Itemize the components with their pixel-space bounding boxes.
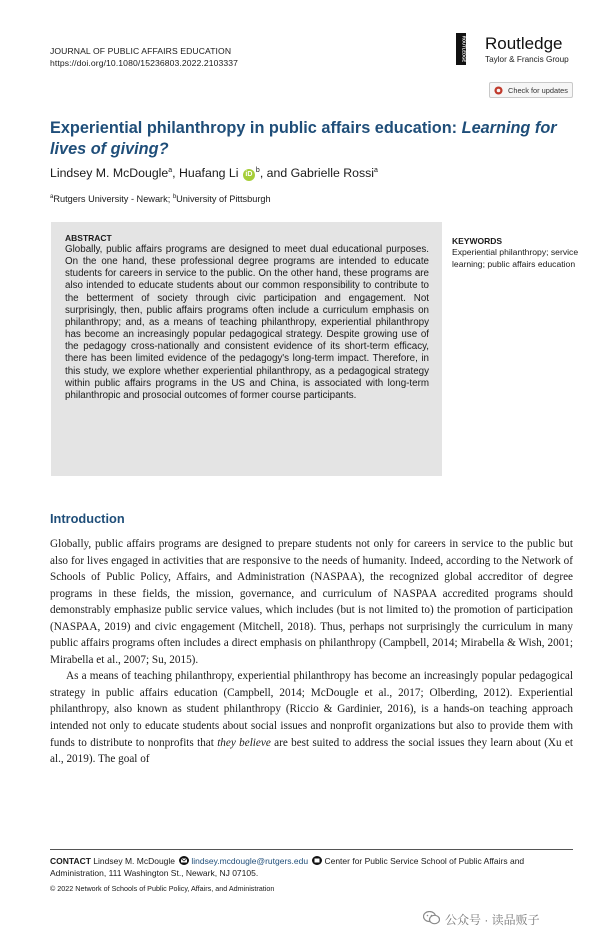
watermark <box>423 909 593 929</box>
paragraph: Globally, public affairs programs are designed to prepare students not only for careers in service to the public but also for lives engaged in activities that are responsive to the needs of humanity. Indeed, according to the Network of Schools of Public Policy, Affairs, and Administration (NASPAA), the recognized global accreditor of degree programs in these fields, the mission, governance, and curriculum of NASPAA accredited programs should demonstrably emphasize public service values, which includes (but is not limited to) the promotion of participation (NASPAA, 2019) and civic engagement (Mitchell, 2018). Thus, perhaps not surprisingly the curriculum in many public affairs programs often includes a direct emphasis on philanthropy (Campbell, 2014; Mirabella & Wish, 2001; Mirabella et al., 2007; Su, 2015). <box>50 538 573 666</box>
logo-vertical-text: ROUTLEDGE <box>461 35 467 63</box>
author-name[interactable]: Lindsey M. McDougle <box>50 166 169 180</box>
title-italic: Learning for lives of giving? <box>50 119 557 158</box>
publisher-group: Taylor & Francis Group <box>485 55 569 64</box>
author-name[interactable]: Gabrielle Rossi <box>290 166 374 180</box>
update-check-icon <box>494 86 503 95</box>
contact-address: Center for Public Service School of Public Affairs and Administration, 111 Washington St., Newark, NJ 07105. <box>50 856 525 879</box>
doi-link[interactable]: https://doi.org/10.1080/15236803.2022.2103337 <box>50 57 238 68</box>
abstract-heading: ABSTRACT <box>65 233 112 243</box>
contact-name: Lindsey M. McDougle <box>93 856 176 866</box>
abstract-text: Globally, public affairs programs are designed to meet dual educational purposes. On the one hand, these professional degree programs are intended to educate students for careers in service to the public. On the other hand, these programs are also intended to educate students about our common responsibility to contribute to the betterment of society through civic participation and engagement. Not surprisingly, then, public affairs programs often include a curriculum emphasis on philanthropy; and, as a means of teaching philanthropy, experiential philanthropy has become an increasingly popular pedagogical strategy. Despite growing use of the pedagogy cross-nationally and consistent evidence of its short-term efficacy, there has been limited evidence of the pedagogy's long-term impact. Therefore, in this study, we explore whether experiential philanthropy, as a pedagogical strategy within public affairs programs in the US and China, is associated with long-term philanthropic and prosocial outcomes of former course participants. <box>65 244 429 401</box>
author-list: Lindsey M. McDougle$^a$, Huafang Li $iD^b$, and Gabrielle Rossi$^a$ <box>50 166 378 180</box>
watermark-text: 公众号 · 读品贩子 <box>445 913 540 927</box>
abstract-box <box>51 222 442 476</box>
body-text <box>50 536 573 768</box>
footer-divider <box>50 849 573 850</box>
article-title <box>50 118 580 159</box>
check-for-updates-label: Check for updates <box>508 86 568 95</box>
routledge-logo-icon <box>456 33 478 65</box>
email-icon <box>179 856 189 865</box>
author-affil-mark: a <box>373 166 378 174</box>
author-name[interactable]: Huafang Li <box>179 166 239 180</box>
journal-name: JOURNAL OF PUBLIC AFFAIRS EDUCATION <box>50 46 232 56</box>
section-heading: Introduction <box>50 511 125 526</box>
affiliation: University of Pittsburgh <box>176 194 271 205</box>
keywords-section <box>452 236 587 270</box>
publisher-logo <box>454 31 584 69</box>
author-affil-mark: b <box>255 166 260 174</box>
keywords-heading: KEYWORDS <box>452 236 503 246</box>
publisher-name: Routledge <box>485 34 563 53</box>
author-affil-mark: a <box>168 166 173 174</box>
wechat-icon <box>423 911 440 925</box>
paragraph: As a means of teaching philanthropy, experiential philanthropy has become an increasingly popular pedagogical strategy in public affairs education (Campbell, 2014; McDougle et al., 2017; Olberding, 2012). Experiential philanthropy, also known as student philanthropy (Riccio & Gardinier, 2016), is a hands-on teaching approach intended not only to educate students about social issues and nonprofit organizations but also to provide them with funds to distribute to nonprofits that they believe are best suited to address the social issues they learn about (Xu et al., 2019). The goal of <box>50 670 573 766</box>
address-icon <box>312 856 322 865</box>
affiliation: Rutgers University - Newark; <box>53 194 173 205</box>
contact-info <box>50 855 580 880</box>
contact-label: CONTACT <box>50 856 91 866</box>
contact-email-link[interactable]: lindsey.mcdougle@rutgers.edu <box>191 856 309 866</box>
check-for-updates-button[interactable] <box>489 82 573 98</box>
orcid-icon[interactable]: iD <box>243 169 255 181</box>
copyright-notice: © 2022 Network of Schools of Public Policy, Affairs, and Administration <box>50 884 275 893</box>
title-main: Experiential philanthropy in public affairs education: <box>50 119 462 137</box>
affiliations: $^a$Rutgers University - Newark; $^b$University of Pittsburgh <box>50 194 271 205</box>
journal-header <box>50 46 238 69</box>
keywords-text: Experiential philanthropy; service learning; public affairs education <box>452 247 579 269</box>
